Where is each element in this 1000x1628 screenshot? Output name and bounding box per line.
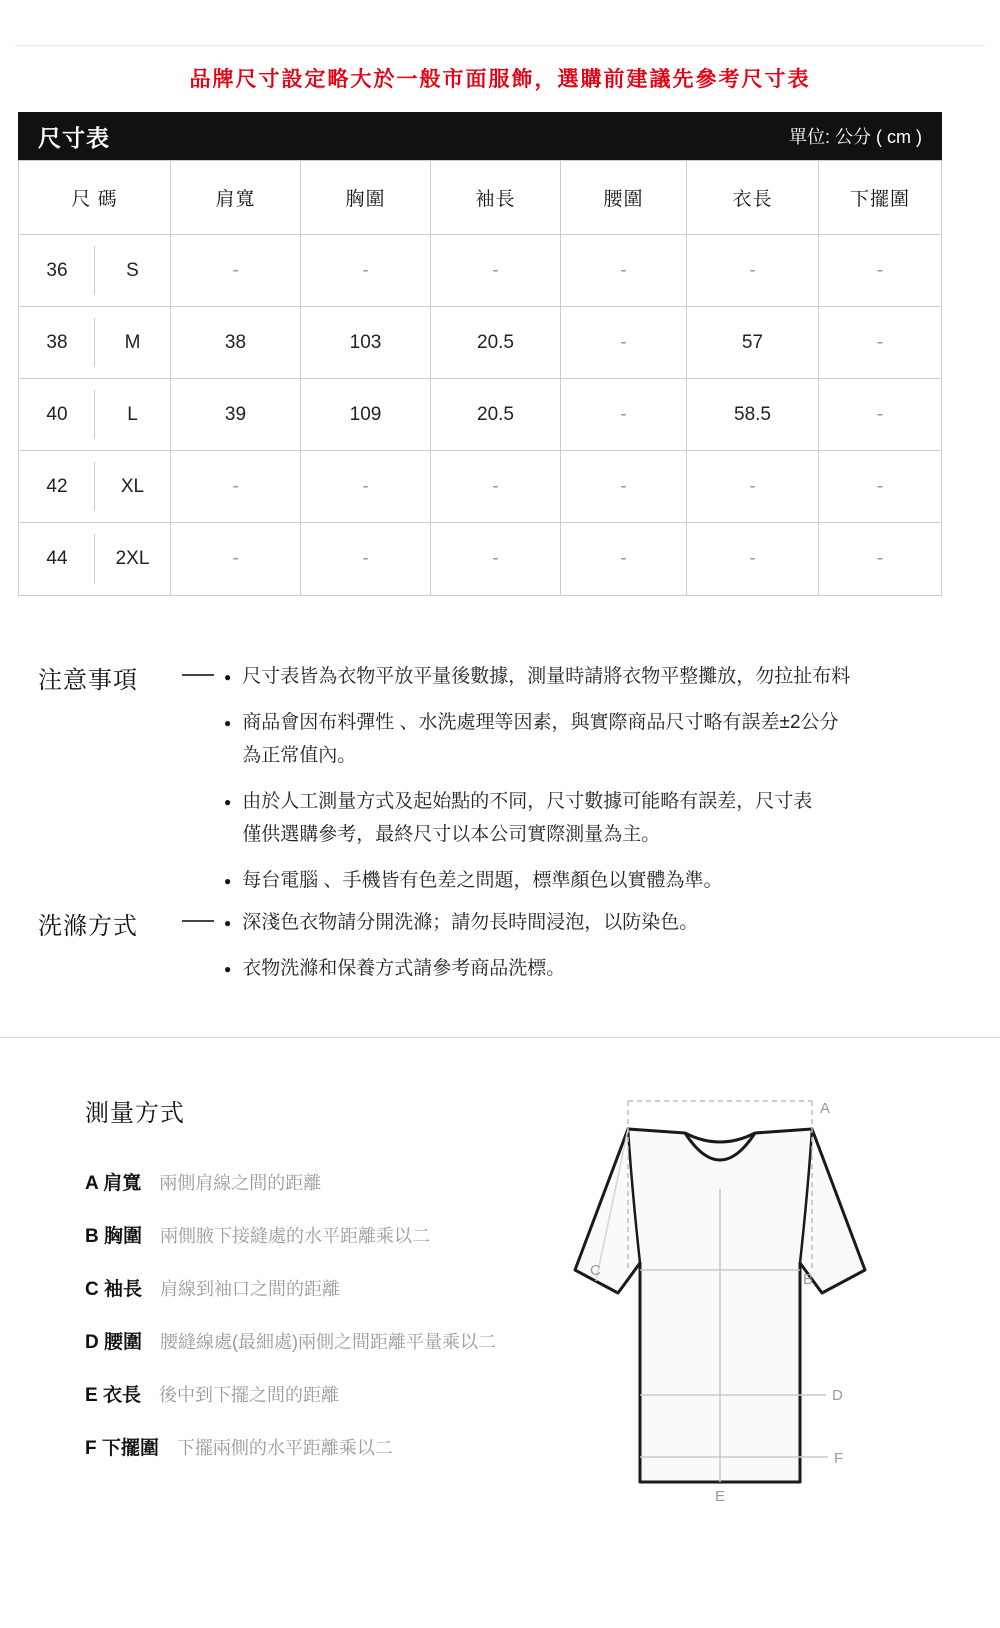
measurement-item xyxy=(85,1382,555,1409)
size-code-cell: 42 xyxy=(19,451,95,523)
note-text: 由於人工測量方式及起始點的不同，尺寸數據可能略有誤差，尺寸表 xyxy=(242,791,813,812)
size-label-cell: S xyxy=(95,235,171,307)
size-code-cell: 38 xyxy=(19,307,95,379)
washing-text: 衣物洗滌和保養方式請參考商品洗標。 xyxy=(242,958,566,979)
table-header-row xyxy=(19,161,941,235)
washing-text: 深淺色衣物請分開洗滌；請勿長時間浸泡，以防染色。 xyxy=(242,912,699,933)
note-item xyxy=(224,864,850,897)
value-cell: - xyxy=(819,307,941,379)
col-header-shoulder: 肩寬 xyxy=(171,161,301,235)
measurement-key: C 袖長 xyxy=(85,1279,143,1300)
value-cell: - xyxy=(561,523,687,595)
diagram-label-e: E xyxy=(715,1488,726,1505)
washing-item xyxy=(224,952,698,985)
value-cell: - xyxy=(819,235,941,307)
diagram-label-b: B xyxy=(803,1271,814,1288)
note-text: 每台電腦 、手機皆有色差之問題，標準顏色以實體為準。 xyxy=(242,870,723,891)
measurement-title: 測量方式 xyxy=(85,1100,185,1127)
value-cell: - xyxy=(819,379,941,451)
bullet-icon: ● xyxy=(224,874,232,888)
measurement-item xyxy=(85,1276,555,1303)
measurement-item xyxy=(85,1170,555,1197)
measurement-desc: 後中到下擺之間的距離 xyxy=(158,1385,339,1405)
washing-section xyxy=(38,906,962,998)
size-label-cell: 2XL xyxy=(95,523,171,595)
value-cell: - xyxy=(687,235,819,307)
measurement-desc: 兩側腋下接縫處的水平距離乘以二 xyxy=(160,1226,431,1246)
value-cell: - xyxy=(687,451,819,523)
size-table xyxy=(18,160,942,596)
measurement-section xyxy=(85,1093,555,1488)
measurement-desc: 肩線到袖口之間的距離 xyxy=(160,1279,341,1299)
value-cell: - xyxy=(431,523,561,595)
value-cell: 20.5 xyxy=(431,379,561,451)
measurement-item xyxy=(85,1223,555,1250)
bullet-icon: ● xyxy=(224,670,232,684)
measurement-key: B 胸圍 xyxy=(85,1226,143,1247)
value-cell: 58.5 xyxy=(687,379,819,451)
diagram-label-a: A xyxy=(820,1100,831,1117)
value-cell: 20.5 xyxy=(431,307,561,379)
note-item xyxy=(224,785,850,851)
washing-item xyxy=(224,906,698,939)
measurement-key: D 腰圍 xyxy=(85,1332,143,1353)
value-cell: - xyxy=(561,379,687,451)
table-row xyxy=(19,451,941,523)
note-item xyxy=(224,706,850,772)
value-cell: - xyxy=(301,235,431,307)
measurement-item xyxy=(85,1329,555,1356)
size-label-cell: L xyxy=(95,379,171,451)
value-cell: 103 xyxy=(301,307,431,379)
measurement-key: E 衣長 xyxy=(85,1385,141,1406)
note-text: 尺寸表皆為衣物平放平量後數據，測量時請將衣物平整攤放，勿拉扯布料 xyxy=(242,666,851,687)
table-row xyxy=(19,235,941,307)
value-cell: - xyxy=(171,451,301,523)
measurement-item xyxy=(85,1435,555,1462)
value-cell: - xyxy=(301,523,431,595)
size-chart-unit: 單位: 公分 ( cm ) xyxy=(789,127,922,147)
value-cell: - xyxy=(561,307,687,379)
size-code-cell: 40 xyxy=(19,379,95,451)
value-cell: - xyxy=(819,451,941,523)
size-chart-title: 尺寸表 xyxy=(38,124,110,151)
col-header-hem: 下擺圍 xyxy=(819,161,941,235)
value-cell: - xyxy=(171,523,301,595)
size-label-cell: XL xyxy=(95,451,171,523)
washing-list xyxy=(224,906,698,998)
measurement-key: A 肩寬 xyxy=(85,1173,142,1194)
value-cell: 57 xyxy=(687,307,819,379)
measurement-desc: 腰縫線處(最細處)兩側之間距離平量乘以二 xyxy=(160,1332,497,1352)
bullet-icon: ● xyxy=(224,962,232,976)
washing-heading xyxy=(38,906,224,941)
note-item xyxy=(224,660,850,693)
title-dash xyxy=(182,674,214,676)
notes-title: 注意事項 xyxy=(38,667,138,694)
table-row xyxy=(19,307,941,379)
bullet-icon: ● xyxy=(224,795,232,809)
size-code-cell: 44 xyxy=(19,523,95,595)
col-header-waist: 腰圍 xyxy=(561,161,687,235)
size-chart-header xyxy=(18,112,942,160)
value-cell: - xyxy=(431,451,561,523)
diagram-label-c: C xyxy=(590,1262,601,1279)
brand-size-notice: 品牌尺寸設定略大於一般市面服飾，選購前建議先參考尺寸表 xyxy=(189,68,811,91)
value-cell: - xyxy=(561,235,687,307)
measurement-desc: 下擺兩側的水平距離乘以二 xyxy=(176,1438,393,1458)
measurement-desc: 兩側肩線之間的距離 xyxy=(159,1173,322,1193)
value-cell: 38 xyxy=(171,307,301,379)
measurement-key: F 下擺圍 xyxy=(85,1438,159,1459)
note-text: 為正常值內。 xyxy=(242,745,357,766)
value-cell: - xyxy=(876,548,884,569)
col-header-length: 衣長 xyxy=(687,161,819,235)
col-header-sleeve: 袖長 xyxy=(431,161,561,235)
note-text: 僅供選購參考，最終尺寸以本公司實際測量為主。 xyxy=(242,824,661,845)
table-row xyxy=(19,523,941,595)
notes-list xyxy=(224,660,850,910)
col-header-chest: 胸圍 xyxy=(301,161,431,235)
notes-heading xyxy=(38,660,224,695)
washing-title: 洗滌方式 xyxy=(38,913,138,940)
value-cell: - xyxy=(431,235,561,307)
table-row xyxy=(19,379,941,451)
diagram-label-f: F xyxy=(834,1450,844,1467)
value-cell: - xyxy=(687,523,819,595)
col-header-size-code: 尺 碼 xyxy=(19,161,171,235)
value-cell: 39 xyxy=(171,379,301,451)
value-cell: - xyxy=(561,451,687,523)
section-divider xyxy=(0,1037,1000,1038)
value-cell: - xyxy=(301,451,431,523)
tshirt-diagram xyxy=(560,1085,890,1520)
top-divider xyxy=(15,45,985,46)
title-dash xyxy=(182,920,214,922)
value-cell: - xyxy=(171,235,301,307)
size-code-cell: 36 xyxy=(19,235,95,307)
note-text: 商品會因布料彈性 、水洗處理等因素，與實際商品尺寸略有誤差±2公分 xyxy=(242,712,839,733)
bullet-icon: ● xyxy=(224,916,232,930)
diagram-label-d: D xyxy=(832,1387,843,1404)
value-cell: 109 xyxy=(301,379,431,451)
tshirt-diagram-svg xyxy=(560,1085,890,1520)
notes-section xyxy=(38,660,962,910)
size-label-cell: M xyxy=(95,307,171,379)
bullet-icon: ● xyxy=(224,716,232,730)
